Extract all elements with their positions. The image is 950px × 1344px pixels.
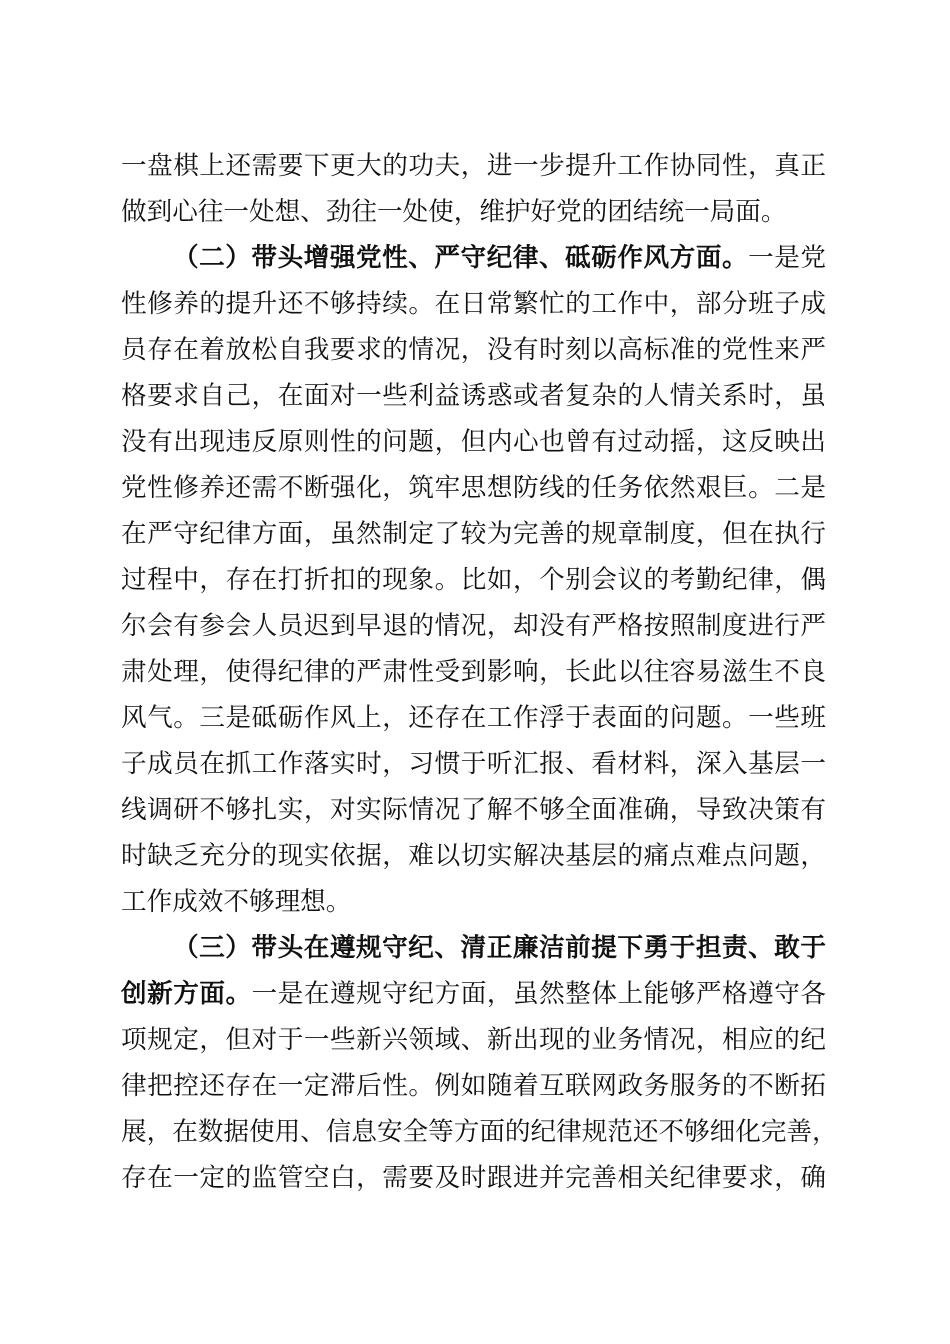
paragraph-2-line-7: 在严守纪律方面，虽然制定了较为完善的规章制度，但在执行 [121,519,826,549]
paragraph-3-line-3: 项规定，但对于一些新兴领域、新出现的业务情况，相应的纪 [121,1025,826,1055]
paragraph-2-line-8: 过程中，存在打折扣的现象。比如，个别会议的考勤纪律，偶 [121,565,826,595]
paragraph-2-line-14: 时缺乏充分的现实依据，难以切实解决基层的痛点难点问题， [121,841,826,871]
section-3-heading-line-1: （三）带头在遵规守纪、清正廉洁前提下勇于担责、敢于 [173,933,826,963]
paragraph-2-line-3: 员存在着放松自我要求的情况，没有时刻以高标准的党性来严 [121,335,826,365]
section-3-heading-line-2: 创新方面。 [121,979,252,1009]
section-2-heading: （二）带头增强党性、严守纪律、砥砺作风方面。 [173,243,749,273]
paragraph-3-line-4: 律把控还存在一定滞后性。例如随着互联网政务服务的不断拓 [121,1071,826,1101]
paragraph-3-line-5: 展，在数据使用、信息安全等方面的纪律规范还不够细化完善， [121,1117,838,1147]
paragraph-2-line-10: 肃处理，使得纪律的严肃性受到影响，长此以往容易滋生不良 [121,657,826,687]
paragraph-2-line-5: 没有出现违反原则性的问题，但内心也曾有过动摇，这反映出 [121,427,826,457]
paragraph-2-line-12: 子成员在抓工作落实时，习惯于听汇报、看材料，深入基层一 [121,749,826,779]
paragraph-2-line-6: 党性修养还需不断强化，筑牢思想防线的任务依然艰巨。二是 [121,473,826,503]
paragraph-1-line-2: 做到心往一处想、劲往一处使，维护好党的团结统一局面。 [121,197,787,227]
paragraph-2-line-2: 性修养的提升还不够持续。在日常繁忙的工作中，部分班子成 [121,289,826,319]
paragraph-3-line-2-text: 一是在遵规守纪方面，虽然整体上能够严格遵守各 [251,979,826,1009]
paragraph-2-line-9: 尔会有参会人员迟到早退的情况，却没有严格按照制度进行严 [121,611,826,641]
paragraph-2-line-13: 线调研不够扎实，对实际情况了解不够全面准确，导致决策有 [121,795,826,825]
paragraph-2-line-11: 风气。三是砥砺作风上，还存在工作浮于表面的问题。一些班 [121,703,826,733]
paragraph-3-line-6: 存在一定的监管空白，需要及时跟进并完善相关纪律要求，确 [121,1163,826,1193]
paragraph-2-line-1 [121,235,826,281]
document-body [121,143,838,1201]
paragraph-2-line-1-text: 一是党 [748,243,826,273]
paragraph-2-line-4: 格要求自己，在面对一些利益诱惑或者复杂的人情关系时，虽 [121,381,826,411]
paragraph-3-line-2 [121,971,826,1017]
paragraph-2-line-15: 工作成效不够理想。 [121,887,352,917]
paragraph-1-line-1: 一盘棋上还需要下更大的功夫，进一步提升工作协同性，真正 [121,151,826,181]
